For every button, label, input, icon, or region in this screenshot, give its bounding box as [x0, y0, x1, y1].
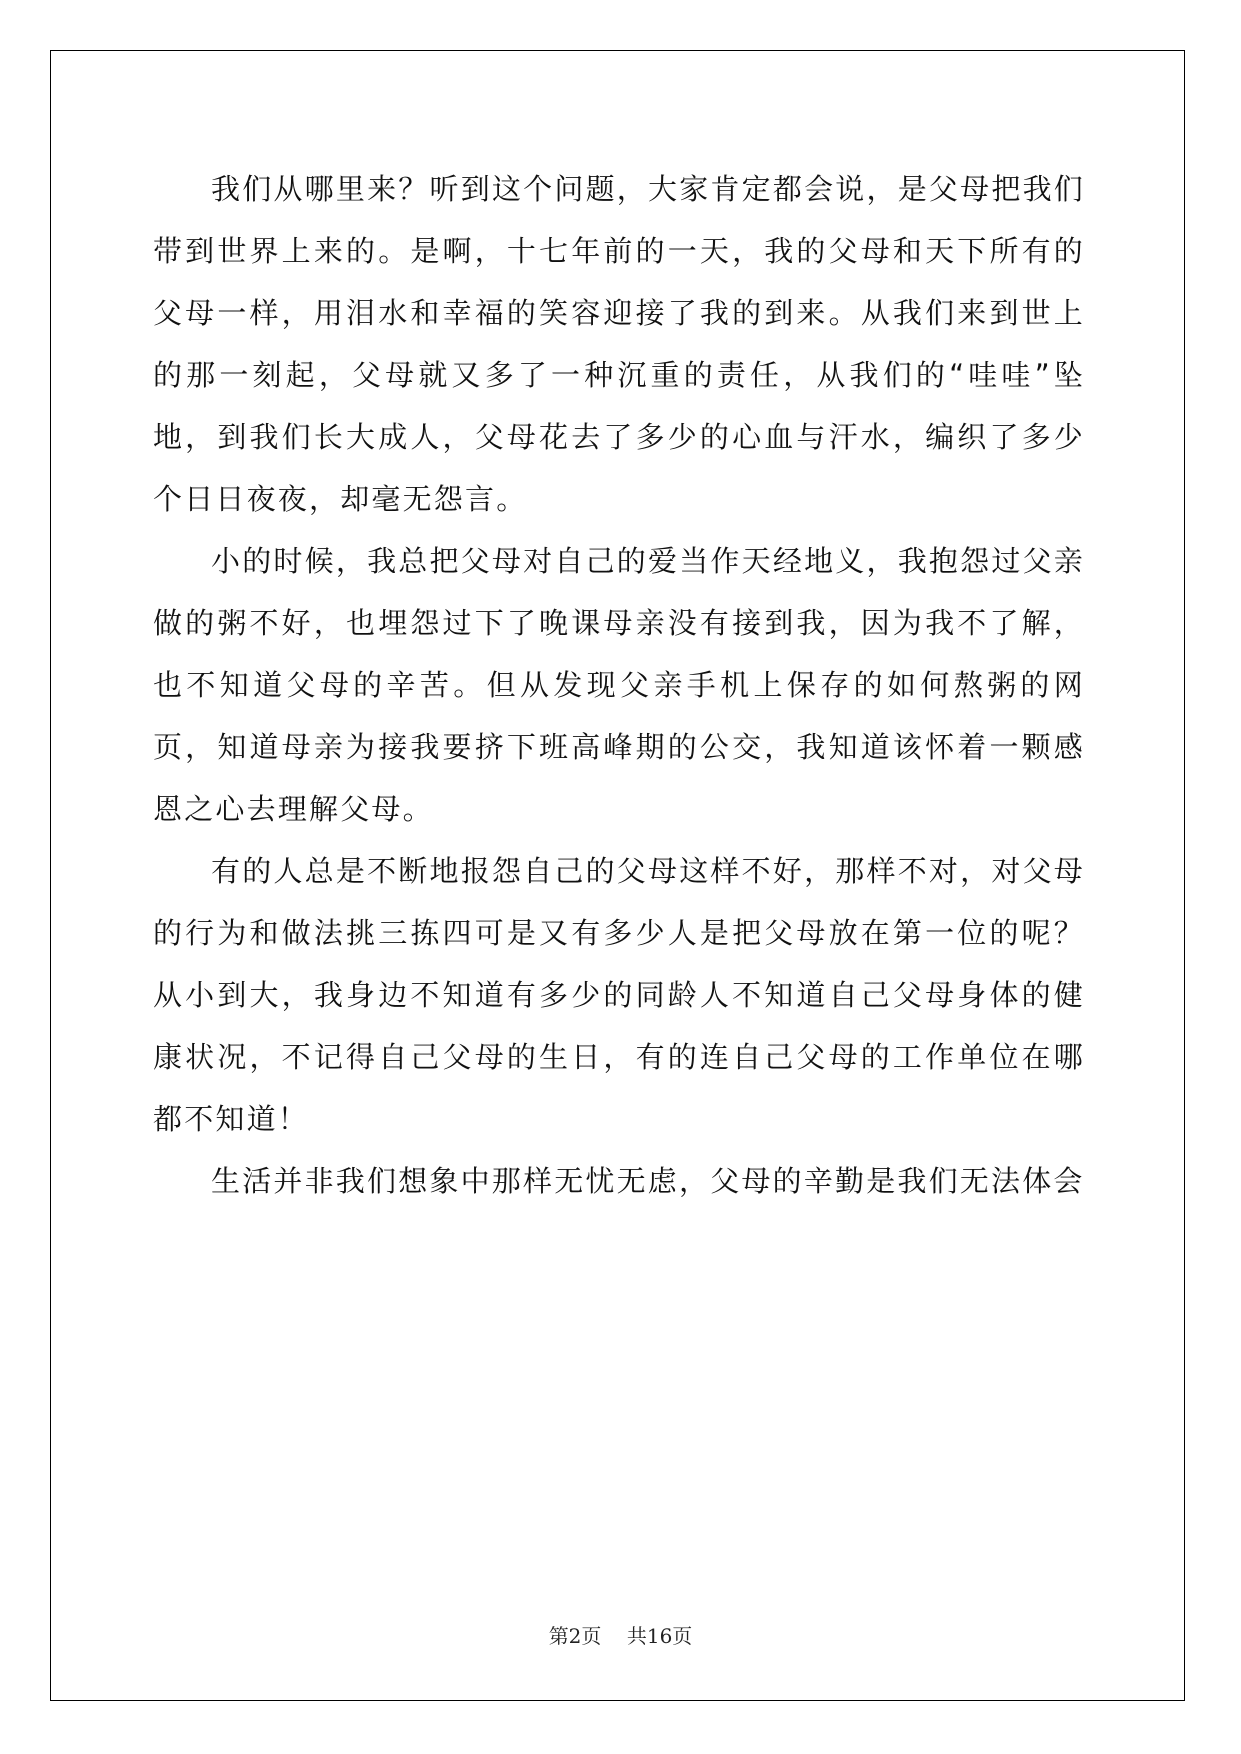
document-body: [153, 158, 1085, 1212]
footer-gap: [601, 1624, 626, 1648]
paragraph-1: 我们从哪里来？听到这个问题，大家肯定都会说，是父母把我们带到世界上来的。是啊，十七年前的一天，我的父母和天下所有的父母一样，用泪水和幸福的笑容迎接了我的到来。从我们来到世上的那一刻起，父母就又多了一种沉重的责任，从我们的“哇哇”坠地，到我们长大成人，父母花去了多少的心血与汗水，编织了多少个日日夜夜，却毫无怨言。: [153, 172, 1085, 516]
page-number: 第2页: [548, 1624, 602, 1648]
paragraph-4: 生活并非我们想象中那样无忧无虑，父母的辛勤是我们无法体会: [211, 1164, 1085, 1198]
paragraph-2: 小的时候，我总把父母对自己的爱当作天经地义，我抱怨过父亲做的粥不好，也埋怨过下了晚课母亲没有接到我，因为我不了解，也不知道父母的辛苦。但从发现父亲手机上保存的如何熬粥的网页，知道母亲为接我要挤下班高峰期的公交，我知道该怀着一颗感恩之心去理解父母。: [153, 544, 1085, 826]
paragraph-3: 有的人总是不断地报怨自己的父母这样不好，那样不对，对父母的行为和做法挑三拣四可是又有多少人是把父母放在第一位的呢？从小到大，我身边不知道有多少的同龄人不知道自己父母身体的健康状况，不记得自己父母的生日，有的连自己父母的工作单位在哪都不知道！: [153, 854, 1085, 1136]
page-footer: [0, 1620, 1241, 1649]
page-total: 共16页: [626, 1624, 693, 1648]
